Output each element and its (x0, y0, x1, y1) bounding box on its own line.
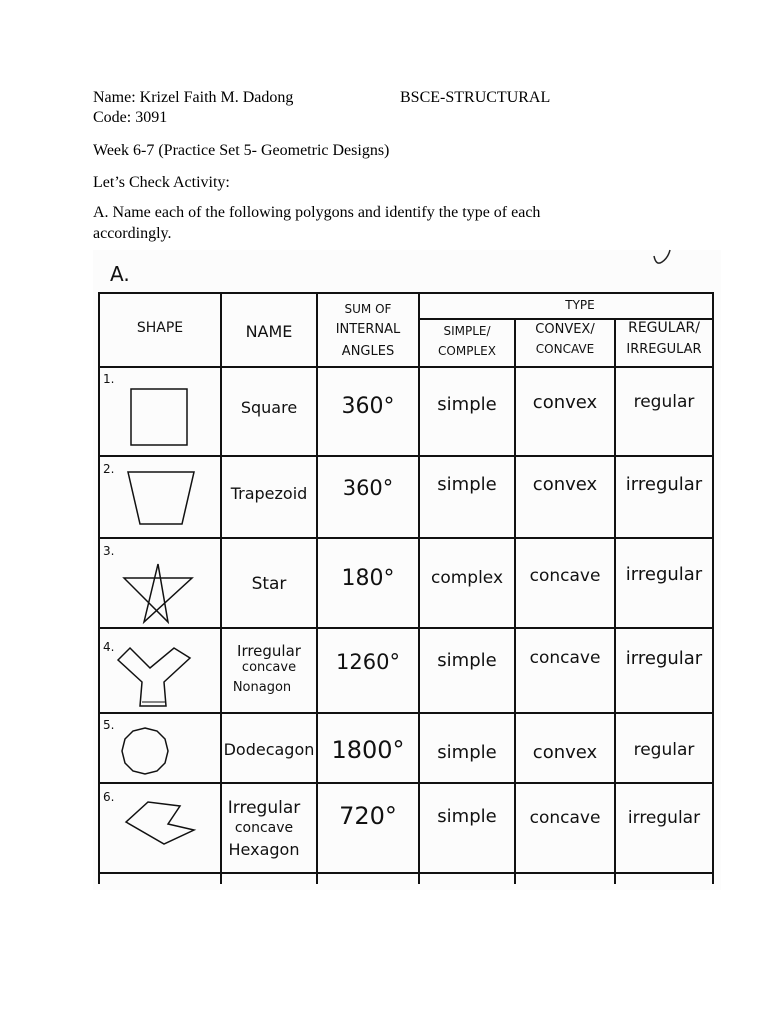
nonagon-shape-icon (116, 646, 192, 710)
convex-concave-answer: concave (529, 566, 601, 586)
angle-sum: 360° (342, 476, 394, 500)
shape-name-line3: Hexagon (228, 840, 300, 859)
trapezoid-shape-icon (126, 470, 196, 526)
simple-complex-answer: simple (437, 806, 497, 827)
square-shape-icon (130, 388, 188, 446)
column-header-convex-line2: CONCAVE (535, 342, 595, 356)
simple-complex-answer: simple (437, 742, 497, 763)
regular-irregular-answer: regular (633, 392, 695, 412)
type-header: TYPE (565, 298, 595, 312)
regular-irregular-answer: regular (633, 740, 695, 760)
column-header-simple-line2: COMPLEX (438, 344, 496, 358)
row-divider (98, 872, 714, 874)
convex-concave-answer: convex (532, 392, 598, 413)
shape-name-line2: concave (234, 820, 294, 836)
angle-sum: 1800° (331, 736, 405, 764)
table-border-top (98, 292, 714, 294)
instruction-line-2: accordingly. (93, 225, 172, 242)
star-shape-icon (122, 562, 194, 624)
convex-concave-answer: convex (532, 742, 598, 763)
simple-complex-answer: simple (437, 394, 497, 415)
column-divider (418, 292, 420, 884)
column-header-simple-line1: SIMPLE/ (443, 324, 491, 338)
angle-sum: 1260° (336, 650, 400, 674)
shape-name-line2: concave (241, 660, 297, 675)
header-bottom-line (98, 366, 714, 368)
row-number: 3. (103, 544, 115, 558)
column-divider (712, 292, 714, 884)
row-number: 5. (103, 718, 115, 732)
row-divider (98, 627, 714, 629)
program-label: BSCE-STRUCTURAL (400, 89, 551, 106)
code-line: Code: 3091 (93, 109, 168, 126)
row-number: 2. (103, 462, 115, 476)
shape-name: Star (251, 574, 287, 594)
shape-name: Dodecagon (223, 740, 315, 759)
convex-concave-answer: concave (529, 648, 601, 668)
row-divider (98, 455, 714, 457)
column-header-convex-line1: CONVEX/ (535, 322, 595, 337)
shape-name: Irregular (227, 798, 301, 818)
row-number: 1. (103, 372, 115, 386)
row-divider (98, 537, 714, 539)
pen-mark-decoration (650, 248, 674, 272)
column-header-regular-line1: REGULAR/ (628, 320, 700, 336)
instruction-line-1: A. Name each of the following polygons and identify the type of each (93, 204, 541, 221)
section-label: A. (110, 262, 130, 286)
column-header-name: NAME (245, 322, 293, 341)
simple-complex-answer: simple (437, 650, 497, 671)
column-header-sum-line3: ANGLES (341, 344, 395, 359)
column-header-shape: SHAPE (136, 320, 184, 336)
row-number: 4. (103, 640, 115, 654)
regular-irregular-answer: irregular (625, 474, 703, 495)
regular-irregular-answer: irregular (625, 648, 703, 669)
column-header-sum-line2: INTERNAL (335, 322, 401, 337)
week-line: Week 6-7 (Practice Set 5- Geometric Designs) (93, 142, 390, 159)
activity-line: Let’s Check Activity: (93, 174, 230, 191)
simple-complex-answer: complex (430, 568, 504, 588)
shape-name-line3: Nonagon (232, 680, 292, 695)
hexagon-shape-icon (124, 800, 196, 846)
shape-name: Irregular (237, 642, 301, 660)
row-divider (98, 712, 714, 714)
column-header-regular-line2: IRREGULAR (626, 342, 702, 357)
student-name: Name: Krizel Faith M. Dadong (93, 89, 294, 106)
column-header-sum-line1: SUM OF (344, 302, 392, 316)
regular-irregular-answer: irregular (627, 808, 701, 828)
convex-concave-answer: convex (532, 474, 598, 495)
simple-complex-answer: simple (437, 474, 497, 495)
column-divider (98, 292, 100, 884)
row-number: 6. (103, 790, 115, 804)
row-divider (98, 782, 714, 784)
angle-sum: 180° (341, 566, 395, 591)
convex-concave-answer: concave (529, 808, 601, 828)
angle-sum: 360° (341, 394, 395, 419)
shape-name: Square (240, 398, 298, 417)
angle-sum: 720° (339, 802, 397, 830)
dodecagon-shape-icon (120, 726, 170, 776)
regular-irregular-answer: irregular (625, 564, 703, 585)
shape-name: Trapezoid (230, 484, 308, 503)
